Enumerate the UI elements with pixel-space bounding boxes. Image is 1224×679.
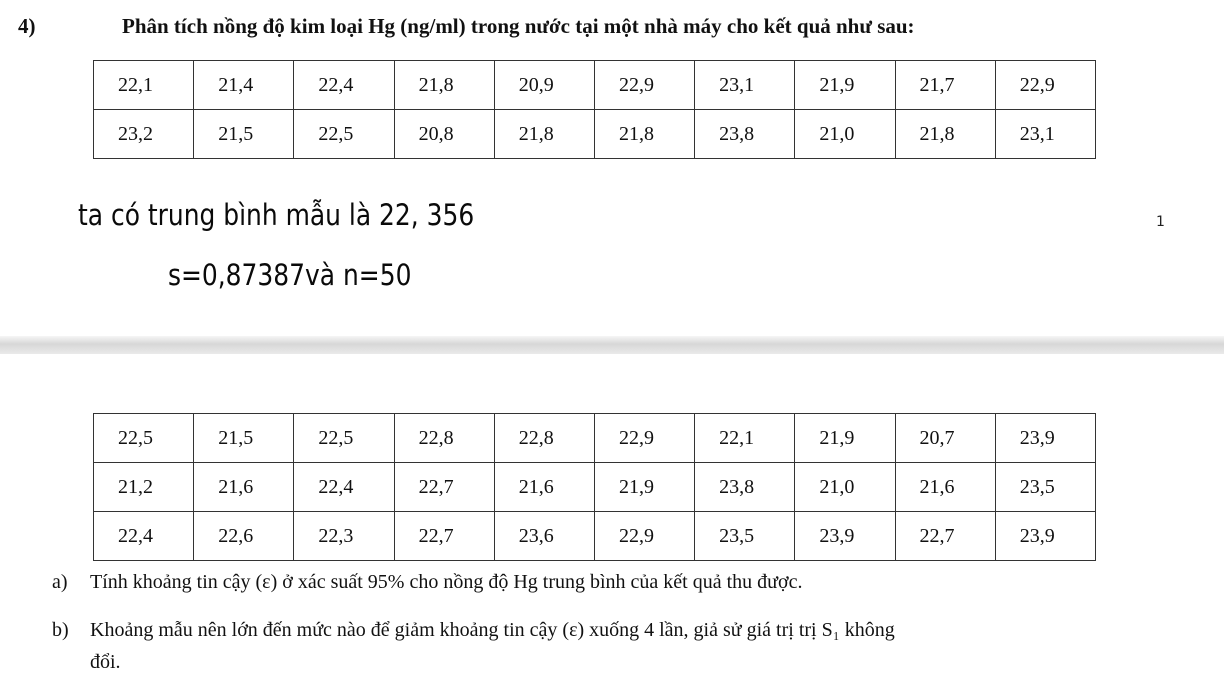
sub-question-a-text: Tính khoảng tin cậy (ε) ở xác suất 95% cho nồng độ Hg trung bình của kết quả thu được. (90, 571, 803, 593)
sub-question-a (52, 566, 1212, 598)
table-cell: 22,4 (294, 463, 394, 512)
question-header (18, 14, 1208, 39)
table-cell: 22,9 (594, 61, 694, 110)
table-cell: 21,5 (194, 414, 294, 463)
sub-question-b-text-cont: đổi. (90, 651, 121, 673)
table-cell: 22,8 (494, 414, 594, 463)
table-cell: 23,5 (995, 463, 1095, 512)
table-cell: 21,9 (594, 463, 694, 512)
table-cell: 21,6 (494, 463, 594, 512)
table-cell: 21,9 (795, 414, 895, 463)
table-cell: 23,2 (94, 110, 194, 159)
data-table-1 (93, 60, 1096, 159)
table-cell: 23,8 (695, 110, 795, 159)
table-cell: 21,8 (494, 110, 594, 159)
table-cell: 21,6 (194, 463, 294, 512)
table-cell: 20,7 (895, 414, 995, 463)
table-1-body (94, 61, 1096, 159)
table-cell: 22,1 (94, 61, 194, 110)
table-cell: 20,9 (494, 61, 594, 110)
table-cell: 22,3 (294, 512, 394, 561)
table-row (94, 61, 1096, 110)
table-cell: 22,9 (594, 512, 694, 561)
table-cell: 22,9 (995, 61, 1095, 110)
handwritten-note-mean: ta có trung bình mẫu là 22, 356 (78, 198, 475, 232)
table-cell: 23,1 (995, 110, 1095, 159)
table-cell: 23,6 (494, 512, 594, 561)
sub-question-a-label: a) (52, 571, 68, 593)
table-cell: 23,8 (695, 463, 795, 512)
page-divider (0, 336, 1224, 354)
table-cell: 22,9 (594, 414, 694, 463)
table-cell: 21,5 (194, 110, 294, 159)
table-row (94, 110, 1096, 159)
table-cell: 21,8 (594, 110, 694, 159)
table-row (94, 414, 1096, 463)
table-cell: 21,0 (795, 463, 895, 512)
table-cell: 22,4 (294, 61, 394, 110)
table-cell: 22,5 (294, 110, 394, 159)
table-cell: 23,9 (995, 414, 1095, 463)
question-text: Phân tích nồng độ kim loại Hg (ng/ml) trong nước tại một nhà máy cho kết quả như sau: (122, 14, 915, 38)
table-cell: 21,8 (895, 110, 995, 159)
data-table-2 (93, 413, 1096, 561)
table-row (94, 512, 1096, 561)
sub-question-b-text: Khoảng mẫu nên lớn đến mức nào để giảm khoảng tin cậy (ε) xuống 4 lần, giả sử giá trị trị S₁ không (90, 619, 895, 641)
table-cell: 21,7 (895, 61, 995, 110)
table-cell: 22,5 (94, 414, 194, 463)
table-cell: 23,1 (695, 61, 795, 110)
page-number: 1 (1156, 214, 1165, 230)
table-2-body (94, 414, 1096, 561)
table-cell: 21,0 (795, 110, 895, 159)
table-cell: 21,6 (895, 463, 995, 512)
table-cell: 22,8 (394, 414, 494, 463)
table-cell: 21,8 (394, 61, 494, 110)
table-cell: 22,7 (895, 512, 995, 561)
table-cell: 21,9 (795, 61, 895, 110)
table-cell: 22,4 (94, 512, 194, 561)
table-cell: 22,1 (695, 414, 795, 463)
table-cell: 23,5 (695, 512, 795, 561)
question-number: 4) (18, 14, 36, 38)
table-cell: 21,4 (194, 61, 294, 110)
table-cell: 22,6 (194, 512, 294, 561)
table-cell: 23,9 (995, 512, 1095, 561)
table-cell: 21,2 (94, 463, 194, 512)
table-cell: 20,8 (394, 110, 494, 159)
sub-question-b-label: b) (52, 619, 69, 641)
table-cell: 22,7 (394, 512, 494, 561)
handwritten-note-s-n: s=0,87387và n=50 (168, 258, 412, 292)
table-row (94, 463, 1096, 512)
table-cell: 23,9 (795, 512, 895, 561)
table-cell: 22,5 (294, 414, 394, 463)
table-cell: 22,7 (394, 463, 494, 512)
sub-question-b (52, 614, 1212, 678)
